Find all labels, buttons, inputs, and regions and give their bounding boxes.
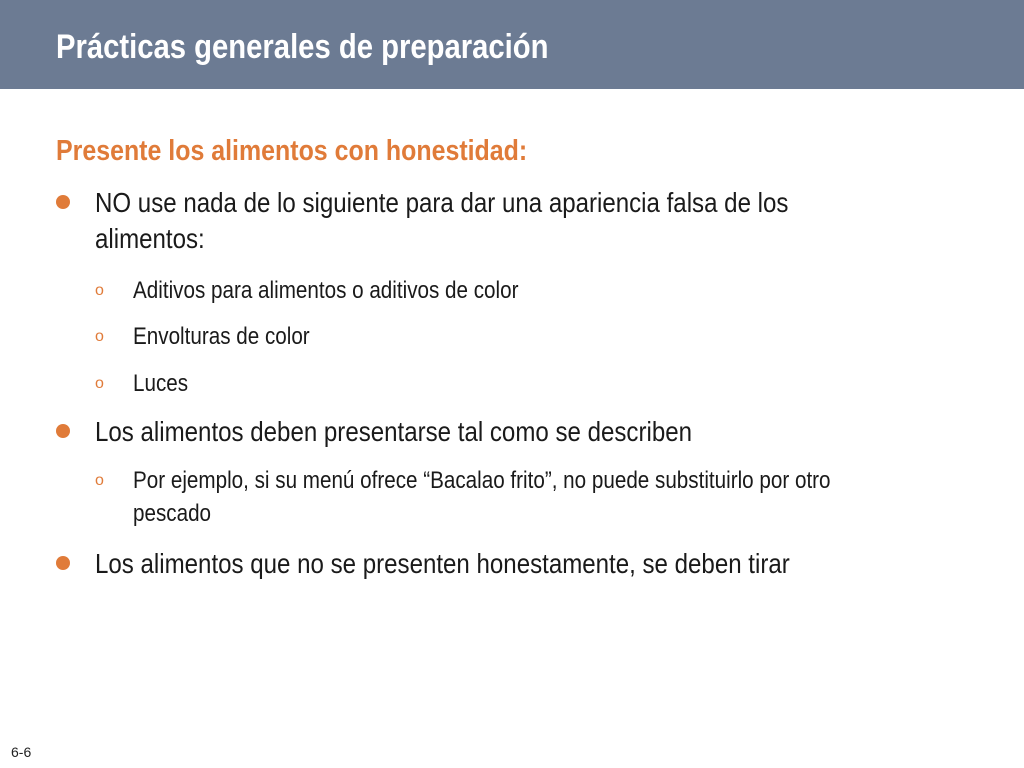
bullet-dot-icon (56, 556, 70, 570)
bullet-text: Los alimentos deben presentarse tal como se describen (95, 416, 693, 447)
slide-title: Prácticas generales de preparación (56, 28, 549, 66)
section-heading: Presente los alimentos con honestidad: (56, 135, 528, 167)
bullet-text: Los alimentos que no se presenten honestamente, se deben tirar (95, 548, 790, 579)
bullet-dot-icon (56, 195, 70, 209)
hollow-circle-bullet-icon: o (95, 328, 104, 345)
sub-bullet-text: Aditivos para alimentos o aditivos de color (133, 277, 519, 304)
hollow-circle-bullet-icon: o (95, 282, 104, 299)
page-number: 6-6 (11, 744, 32, 760)
sub-bullet-text: Por ejemplo, si su menú ofrece “Bacalao frito”, no puede substituirlo por otro pescado (133, 467, 831, 527)
bullet-dot-icon (56, 424, 70, 438)
sub-bullet-text: Envolturas de color (133, 323, 310, 350)
hollow-circle-bullet-icon: o (95, 472, 104, 489)
bullet-text: NO use nada de lo siguiente para dar una apariencia falsa de los alimentos: (95, 187, 789, 254)
hollow-circle-bullet-icon: o (95, 375, 104, 392)
sub-bullet-text: Luces (133, 370, 189, 397)
